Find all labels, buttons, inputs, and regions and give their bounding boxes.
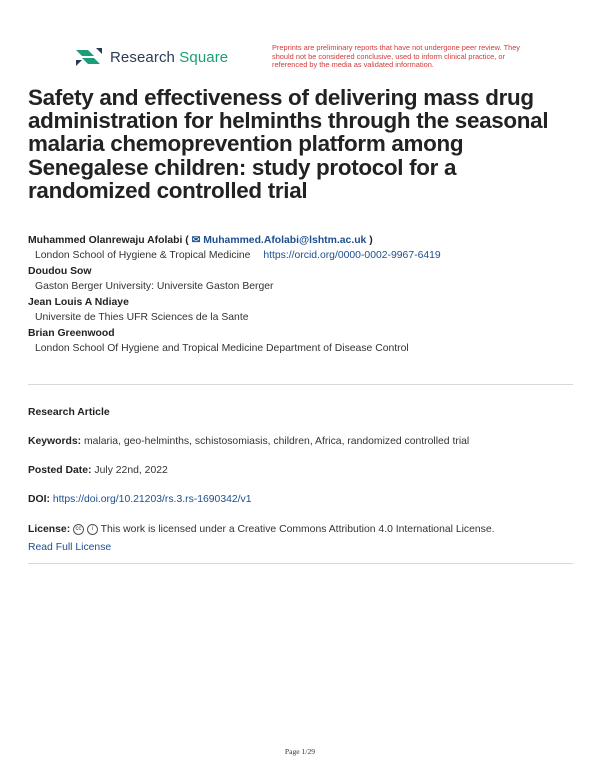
author-affiliation [35, 248, 573, 263]
license-text: This work is licensed under a Creative Commons Attribution 4.0 International License. [100, 524, 495, 535]
affiliation-text: London School of Hygiene & Tropical Medicine [35, 250, 251, 261]
author-affiliation: Gaston Berger University: Universite Gaston Berger [35, 281, 274, 292]
keywords-text: malaria, geo-helminths, schistosomiasis, children, Africa, randomized controlled trial [84, 436, 470, 447]
author-name: Brian Greenwood [28, 328, 115, 339]
author-name: Doudou Sow [28, 266, 92, 277]
posted-date-line [28, 463, 573, 478]
divider-top [28, 384, 573, 385]
article-type [28, 405, 573, 420]
research-square-logo-icon [74, 46, 104, 68]
brand-square: Square [179, 48, 229, 66]
doi-line [28, 492, 573, 507]
author-block [28, 296, 573, 325]
brand-research: Research [110, 48, 175, 66]
keywords-line [28, 434, 573, 449]
read-full-license-link[interactable]: Read Full License [28, 542, 112, 553]
brand-name [110, 49, 228, 66]
license-label: License: [28, 524, 71, 535]
page-number: Page 1/29 [284, 747, 316, 756]
article-type-text: Research Article [28, 407, 110, 418]
author-name: Jean Louis A Ndiaye [28, 297, 129, 308]
open-paren: ( [185, 235, 192, 246]
author-email-link[interactable]: Muhammed.Afolabi@lshtm.ac.uk [203, 235, 367, 246]
author-name [28, 234, 573, 248]
doi-link[interactable]: https://doi.org/10.21203/rs.3.rs-1690342/v1 [52, 494, 252, 505]
author-name-text: Muhammed Olanrewaju Afolabi [28, 235, 183, 246]
attribution-icon: i [87, 524, 98, 535]
author-block [28, 327, 573, 356]
author-block [28, 234, 573, 263]
keywords-label: Keywords: [28, 436, 82, 447]
paper-title: Safety and effectiveness of delivering mass drug administration for helminths through the seasonal malaria chemoprevention platform among Senegalese children: study protocol for a randomized controlled trial [28, 85, 549, 203]
divider-bottom [28, 563, 573, 564]
author-block [28, 265, 573, 294]
read-full-license-line [28, 540, 573, 555]
author-affiliation: London School Of Hygiene and Tropical Medicine Department of Disease Control [35, 343, 409, 354]
creative-commons-icon: cc [73, 524, 84, 535]
posted-date-value: July 22nd, 2022 [94, 465, 168, 476]
posted-date-label: Posted Date: [28, 465, 92, 476]
author-affiliation: Universite de Thies UFR Sciences de la Sante [35, 312, 249, 323]
envelope-icon: ✉ [191, 235, 201, 246]
research-square-logo[interactable] [74, 46, 228, 68]
preprint-disclaimer: Preprints are preliminary reports that have not undergone peer review. They should not be considered conclusive, used to inform clinical practice, or referenced by the media as validated information. [272, 43, 520, 70]
orcid-link[interactable]: https://orcid.org/0000-0002-9967-6419 [263, 250, 441, 261]
author-list [28, 234, 573, 358]
doi-label: DOI: [28, 494, 50, 505]
license-line [28, 522, 573, 537]
close-paren: ) [369, 235, 373, 246]
